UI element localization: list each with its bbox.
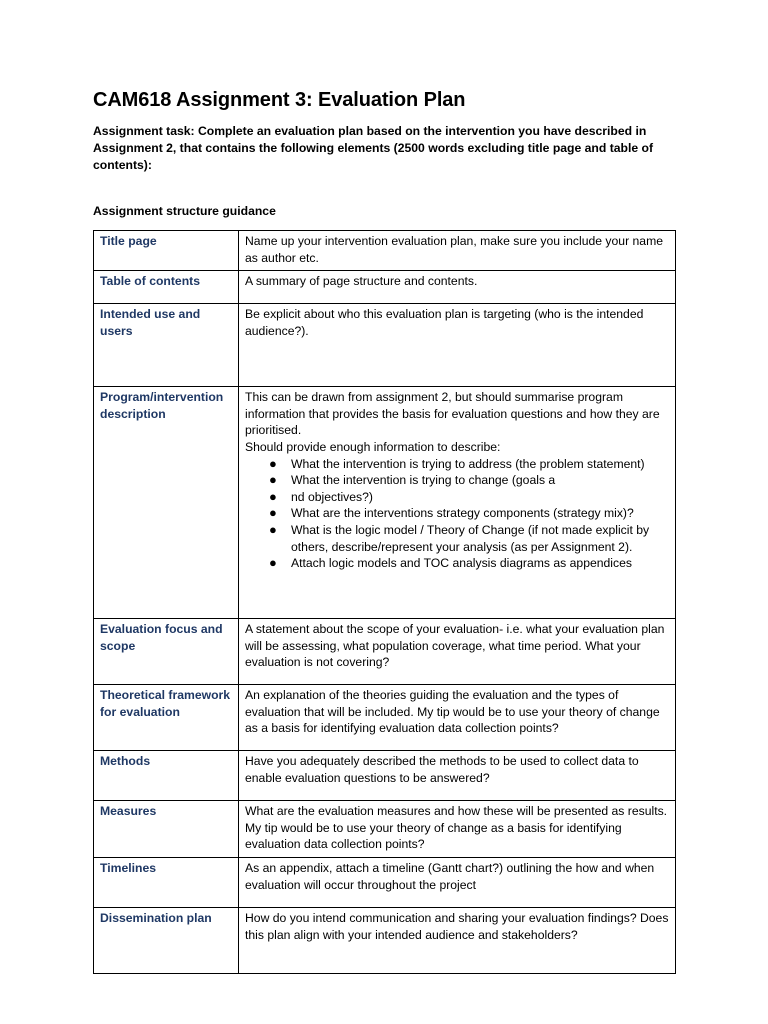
bullet-icon: ●: [269, 455, 277, 471]
list-item: ● What the intervention is trying to change (goals a: [269, 472, 556, 488]
row-description: Be explicit about who this evaluation plan is targeting (who is the intended audience?).: [239, 304, 676, 387]
row-label: Methods: [94, 751, 239, 801]
structure-guidance-table: [93, 230, 676, 974]
row-description: Have you adequately described the methods to be used to collect data to enable evaluation questions to be answered?: [239, 751, 676, 801]
assignment-task: Assignment task: Complete an evaluation plan based on the intervention you have described in Assignment 2, that contains the following elements (2500 words excluding title page and table of contents):: [93, 124, 654, 172]
table-row: [94, 685, 676, 751]
row-description: A summary of page structure and contents.: [239, 271, 676, 304]
table-row: [94, 907, 676, 973]
row-label: Measures: [94, 801, 239, 858]
table-row: [94, 619, 676, 685]
table-row: [94, 304, 676, 387]
document-title: CAM618 Assignment 3: Evaluation Plan: [93, 89, 466, 111]
row-label: Intended use and users: [94, 304, 239, 387]
table-row: [94, 857, 676, 907]
bullet-list: [245, 456, 669, 572]
row-description: As an appendix, attach a timeline (Gantt chart?) outlining the how and when evaluation will occur throughout the project: [239, 857, 676, 907]
row-label: Program/intervention description: [94, 387, 239, 619]
table-row: [94, 271, 676, 304]
table-row: [94, 751, 676, 801]
guidance-heading: Assignment structure guidance: [93, 204, 276, 218]
list-item: ● nd objectives?): [269, 488, 373, 504]
program-summary: This can be drawn from assignment 2, but should summarise program information that provides the basis for evaluation questions and how they are prioritised.: [245, 390, 660, 438]
row-label: Theoretical framework for evaluation: [94, 685, 239, 751]
row-description: An explanation of the theories guiding the evaluation and the types of evaluation that will be included. My tip would be to use your theory of change as a basis for identifying evaluation data collection points?: [239, 685, 676, 751]
list-item: ● Attach logic models and TOC analysis diagrams as appendices: [269, 555, 632, 571]
bullet-icon: ●: [269, 472, 277, 488]
row-description: What are the evaluation measures and how these will be presented as results. My tip would be to use your theory of change as a basis for identifying evaluation data collection points?: [239, 801, 676, 858]
bullet-icon: ●: [269, 521, 277, 537]
table-row: [94, 387, 676, 619]
row-description: [239, 387, 676, 619]
row-label: Timelines: [94, 857, 239, 907]
row-label: Title page: [94, 231, 239, 271]
row-label: Dissemination plan: [94, 907, 239, 973]
row-label: Table of contents: [94, 271, 239, 304]
table-row: [94, 801, 676, 858]
bullet-icon: ●: [269, 555, 277, 571]
row-label: Evaluation focus and scope: [94, 619, 239, 685]
row-description: Name up your intervention evaluation plan, make sure you include your name as author etc.: [239, 231, 676, 271]
row-description: How do you intend communication and sharing your evaluation findings? Does this plan align with your intended audience and stakeholders?: [239, 907, 676, 973]
program-intro: Should provide enough information to describe:: [245, 439, 501, 454]
table-row: [94, 231, 676, 271]
list-item: ● What are the interventions strategy components (strategy mix)?: [269, 505, 634, 521]
bullet-icon: ●: [269, 488, 277, 504]
list-item: ● What the intervention is trying to address (the problem statement): [269, 455, 645, 471]
bullet-icon: ●: [269, 505, 277, 521]
list-item: ● What is the logic model / Theory of Change (if not made explicit by others, describe/represent your analysis (as per Assignment 2).: [269, 521, 650, 554]
row-description: A statement about the scope of your evaluation- i.e. what your evaluation plan will be assessing, what population coverage, what time period. What your evaluation is not covering?: [239, 619, 676, 685]
